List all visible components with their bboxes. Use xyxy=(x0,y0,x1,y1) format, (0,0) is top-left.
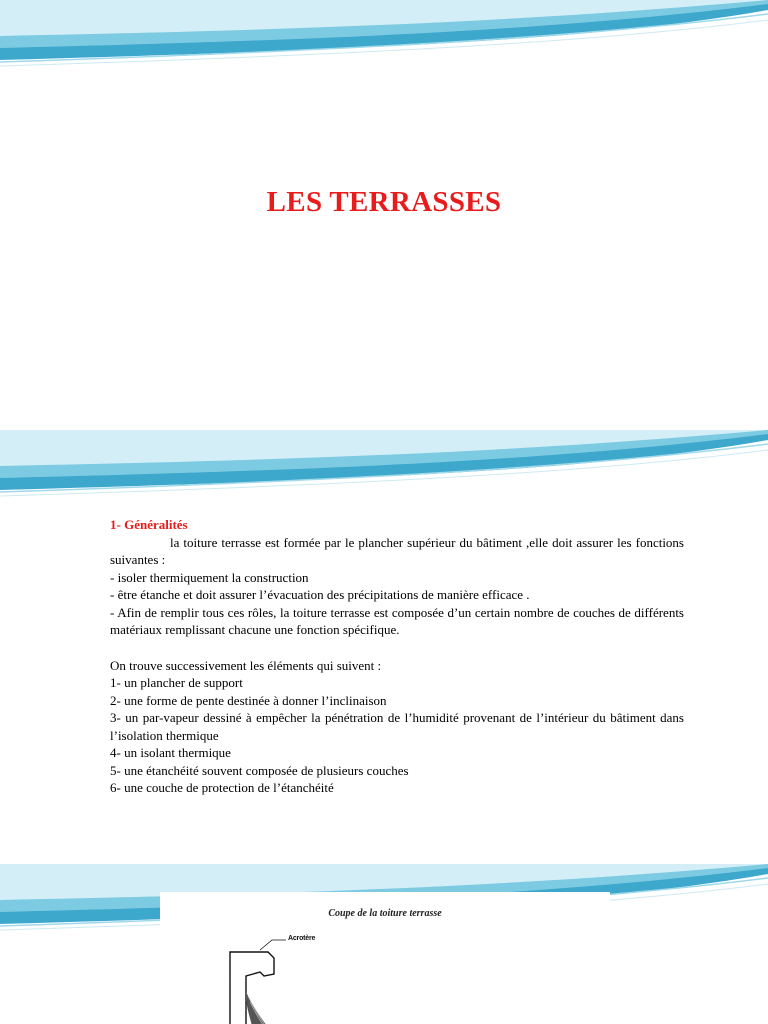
acrotere-label: Acrotère xyxy=(288,935,316,942)
slide-generalites xyxy=(0,430,768,864)
element-item: 1- un plancher de support xyxy=(110,675,243,690)
element-item: 2- une forme de pente destinée à donner l’inclinaison xyxy=(110,692,387,708)
slide-coupe xyxy=(0,864,768,1024)
figure-title: Coupe de la toiture terrasse xyxy=(328,908,442,919)
wave-banner xyxy=(0,430,768,510)
elements-intro: On trouve successivement les éléments qui suivent : xyxy=(110,657,382,673)
intro-paragraph: la toiture terrasse est formée par le plancher supérieur du bâtiment ,elle doit assurer les fonctions suivantes : xyxy=(110,534,684,567)
element-item: 3- un par-vapeur dessiné à empêcher la pénétration de l’humidité provenant de l’intérieur du bâtiment dans l’isolation thermique xyxy=(110,710,684,743)
function-item: - être étanche et doit assurer l’évacuation des précipitations de manière efficace . xyxy=(110,587,530,602)
element-item: 5- une étanchéité souvent composée de plusieurs couches xyxy=(110,762,409,778)
wave-banner xyxy=(0,0,768,80)
slide-title xyxy=(0,0,768,430)
element-item: 6- une couche de protection de l’étanchéité xyxy=(110,780,334,795)
function-item: - isoler thermiquement la construction xyxy=(110,569,309,585)
roof-section-figure xyxy=(160,892,610,1024)
page-title: LES TERRASSES xyxy=(266,186,502,218)
section-content xyxy=(110,516,684,797)
function-item: - Afin de remplir tous ces rôles, la toiture terrasse est composée d’un certain nombre de couches de différents matériaux remplissant chacune une fonction spécifique. xyxy=(110,604,684,637)
element-item: 4- un isolant thermique xyxy=(110,745,231,760)
section-heading: 1- Généralités xyxy=(110,517,188,532)
roof-section-drawing xyxy=(160,892,610,1024)
